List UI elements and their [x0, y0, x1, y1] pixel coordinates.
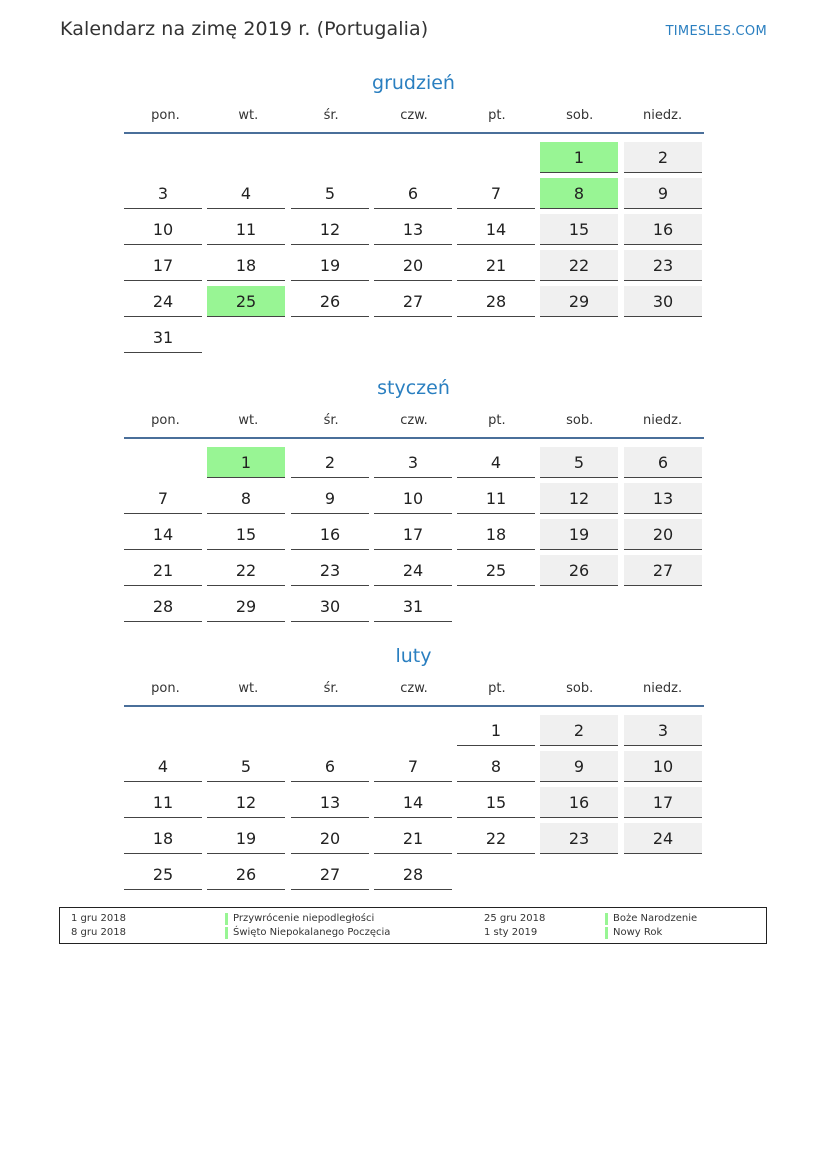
- weekday-label: sob.: [566, 680, 594, 696]
- day-cell: 18: [207, 250, 285, 281]
- month-block: [122, 641, 705, 884]
- weekday-label: pt.: [488, 412, 506, 428]
- weekday-label: śr.: [323, 107, 339, 123]
- day-cell: 5: [291, 178, 369, 209]
- day-cell: 22: [207, 555, 285, 586]
- day-cell: 16: [540, 787, 618, 818]
- day-cell: 2: [540, 715, 618, 746]
- day-cell: 25: [457, 555, 535, 586]
- page-title: Kalendarz na zimę 2019 r. (Portugalia): [60, 18, 429, 40]
- day-cell: 24: [624, 823, 702, 854]
- day-cell: 22: [457, 823, 535, 854]
- weekday-label: czw.: [400, 107, 428, 123]
- day-cell: 2: [624, 142, 702, 173]
- day-cell: 18: [457, 519, 535, 550]
- holiday-day-cell: 1: [540, 142, 618, 173]
- weekday-label: niedz.: [643, 680, 683, 696]
- weekday-label: pt.: [488, 107, 506, 123]
- day-cell: 29: [540, 286, 618, 317]
- weekday-label: niedz.: [643, 107, 683, 123]
- day-cell: 4: [207, 178, 285, 209]
- day-cell: 14: [457, 214, 535, 245]
- weekday-label: wt.: [238, 107, 259, 123]
- day-cell: 4: [457, 447, 535, 478]
- day-cell: 24: [374, 555, 452, 586]
- month-block: [122, 373, 705, 616]
- month-name: luty: [395, 645, 432, 667]
- day-cell: 10: [374, 483, 452, 514]
- month-name: grudzień: [372, 72, 455, 94]
- day-cell: 14: [124, 519, 202, 550]
- weekday-label: śr.: [323, 412, 339, 428]
- weekday-label: śr.: [323, 680, 339, 696]
- legend-holiday-name: Nowy Rok: [605, 927, 662, 939]
- legend-holiday-name: Przywrócenie niepodległości: [225, 913, 374, 925]
- day-cell: 20: [624, 519, 702, 550]
- day-cell: 21: [374, 823, 452, 854]
- legend-holiday-name: Boże Narodzenie: [605, 913, 697, 925]
- weekday-header: [124, 671, 704, 707]
- day-cell: 17: [374, 519, 452, 550]
- holiday-day-cell: 1: [207, 447, 285, 478]
- day-cell: 30: [291, 591, 369, 622]
- weekday-label: sob.: [566, 412, 594, 428]
- day-cell: 31: [124, 322, 202, 353]
- legend-date: 1 sty 2019: [484, 927, 538, 938]
- weekday-header: [124, 403, 704, 439]
- day-cell: 23: [624, 250, 702, 281]
- day-cell: 19: [540, 519, 618, 550]
- day-cell: 8: [457, 751, 535, 782]
- day-cell: 6: [624, 447, 702, 478]
- day-cell: 9: [291, 483, 369, 514]
- legend-date: 25 gru 2018: [484, 913, 546, 924]
- day-cell: 29: [207, 591, 285, 622]
- day-cell: 12: [540, 483, 618, 514]
- legend-date: 8 gru 2018: [71, 927, 126, 938]
- day-cell: 4: [124, 751, 202, 782]
- weekday-header: [124, 98, 704, 134]
- day-cell: 16: [291, 519, 369, 550]
- day-cell: 19: [291, 250, 369, 281]
- day-cell: 26: [540, 555, 618, 586]
- day-cell: 31: [374, 591, 452, 622]
- day-cell: 5: [540, 447, 618, 478]
- day-cell: 21: [457, 250, 535, 281]
- day-cell: 28: [124, 591, 202, 622]
- day-cell: 26: [207, 859, 285, 890]
- day-cell: 16: [624, 214, 702, 245]
- day-cell: 26: [291, 286, 369, 317]
- day-cell: 17: [124, 250, 202, 281]
- day-cell: 23: [291, 555, 369, 586]
- day-cell: 5: [207, 751, 285, 782]
- holiday-day-cell: 8: [540, 178, 618, 209]
- month-block: [122, 68, 705, 347]
- day-cell: 23: [540, 823, 618, 854]
- day-cell: 22: [540, 250, 618, 281]
- weekday-label: sob.: [566, 107, 594, 123]
- legend-date: 1 gru 2018: [71, 913, 126, 924]
- day-cell: 24: [124, 286, 202, 317]
- day-cell: 15: [457, 787, 535, 818]
- day-cell: 8: [207, 483, 285, 514]
- day-cell: 30: [624, 286, 702, 317]
- legend-holiday-name: Święto Niepokalanego Poczęcia: [225, 927, 390, 939]
- weekday-label: pon.: [151, 107, 180, 123]
- day-cell: 27: [291, 859, 369, 890]
- day-cell: 13: [291, 787, 369, 818]
- day-cell: 12: [207, 787, 285, 818]
- day-cell: 27: [624, 555, 702, 586]
- day-cell: 15: [207, 519, 285, 550]
- day-cell: 7: [457, 178, 535, 209]
- day-cell: 17: [624, 787, 702, 818]
- day-cell: 20: [291, 823, 369, 854]
- weekday-label: pon.: [151, 412, 180, 428]
- day-cell: 11: [207, 214, 285, 245]
- day-cell: 19: [207, 823, 285, 854]
- day-cell: 28: [374, 859, 452, 890]
- legend-row: [60, 927, 766, 941]
- day-cell: 6: [374, 178, 452, 209]
- day-cell: 10: [124, 214, 202, 245]
- day-cell: 3: [374, 447, 452, 478]
- day-cell: 10: [624, 751, 702, 782]
- day-cell: 20: [374, 250, 452, 281]
- day-cell: 9: [624, 178, 702, 209]
- day-cell: 12: [291, 214, 369, 245]
- legend-row: [60, 913, 766, 927]
- day-cell: 28: [457, 286, 535, 317]
- day-cell: 3: [624, 715, 702, 746]
- weekday-label: czw.: [400, 412, 428, 428]
- day-cell: 11: [457, 483, 535, 514]
- month-name: styczeń: [377, 377, 450, 399]
- day-cell: 7: [124, 483, 202, 514]
- day-cell: 9: [540, 751, 618, 782]
- holiday-legend: [59, 907, 767, 944]
- site-link[interactable]: TIMESLES.COM: [665, 24, 767, 39]
- weekday-label: pon.: [151, 680, 180, 696]
- day-cell: 27: [374, 286, 452, 317]
- day-cell: 6: [291, 751, 369, 782]
- day-cell: 7: [374, 751, 452, 782]
- day-cell: 15: [540, 214, 618, 245]
- day-cell: 11: [124, 787, 202, 818]
- day-cell: 3: [124, 178, 202, 209]
- weekday-label: wt.: [238, 412, 259, 428]
- day-cell: 13: [374, 214, 452, 245]
- day-cell: 21: [124, 555, 202, 586]
- day-cell: 2: [291, 447, 369, 478]
- day-cell: 13: [624, 483, 702, 514]
- weekday-label: niedz.: [643, 412, 683, 428]
- day-cell: 25: [124, 859, 202, 890]
- weekday-label: pt.: [488, 680, 506, 696]
- weekday-label: wt.: [238, 680, 259, 696]
- weekday-label: czw.: [400, 680, 428, 696]
- day-cell: 1: [457, 715, 535, 746]
- day-cell: 18: [124, 823, 202, 854]
- day-cell: 14: [374, 787, 452, 818]
- holiday-day-cell: 25: [207, 286, 285, 317]
